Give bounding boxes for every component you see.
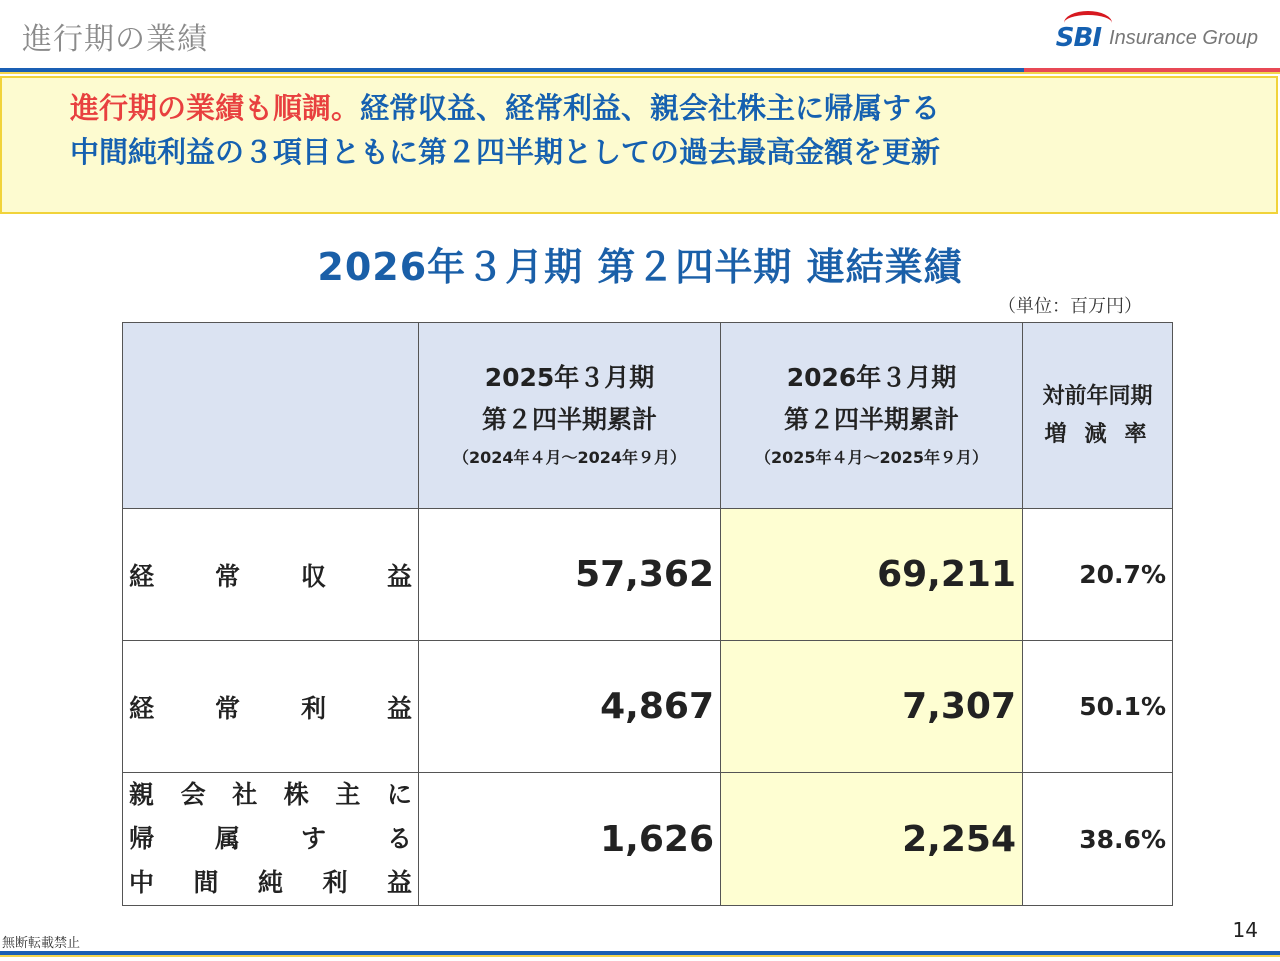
curr-value: 7,307 <box>721 641 1023 773</box>
page-number: 14 <box>1232 918 1258 942</box>
label-char: 常 <box>214 561 240 591</box>
row-label-line-2 <box>129 817 412 861</box>
label-char: 主 <box>335 780 361 809</box>
top-divider-accent <box>0 72 1280 74</box>
label-char: 益 <box>386 868 412 897</box>
label-char: 益 <box>386 561 412 591</box>
row-label-ordinary-income <box>123 509 419 641</box>
header-curr-line2: 第２四半期累計 <box>783 404 959 434</box>
label-char: 利 <box>322 868 348 897</box>
label-char: 収 <box>300 561 326 591</box>
label-char: 純 <box>257 868 283 897</box>
curr-value: 2,254 <box>721 773 1023 906</box>
label-char: 常 <box>214 693 240 723</box>
header-curr-sub: （2025年４月～2025年９月） <box>754 447 989 467</box>
prev-value: 57,362 <box>419 509 721 641</box>
label-char: 益 <box>386 693 412 723</box>
label-char: に <box>386 780 412 809</box>
label-char: 属 <box>214 824 240 853</box>
label-char: す <box>300 824 326 853</box>
header-curr-line1: 2026年３月期 <box>786 362 957 392</box>
prev-value: 4,867 <box>419 641 721 773</box>
growth-rate: 50.1% <box>1023 641 1173 773</box>
row-label-text <box>129 557 412 593</box>
row-label-line-1 <box>129 773 412 817</box>
company-logo <box>1056 18 1258 58</box>
headline-red-text: 進行期の業績も順調。 <box>70 91 361 125</box>
header-curr-period <box>721 323 1023 509</box>
table-row <box>123 509 1173 641</box>
label-char: 株 <box>283 780 309 809</box>
row-label-line-3 <box>129 861 412 905</box>
header-rate <box>1023 323 1173 509</box>
headline <box>70 86 1230 174</box>
label-char: 間 <box>193 868 219 897</box>
label-char: る <box>386 824 412 853</box>
label-char: 中 <box>129 868 155 897</box>
table-row <box>123 773 1173 906</box>
header-empty-cell <box>123 323 419 509</box>
label-char: 社 <box>232 780 258 809</box>
label-char: 親 <box>129 780 155 809</box>
results-table <box>122 322 1173 906</box>
table-title: 2026年３月期 第２四半期 連結業績 <box>317 245 963 289</box>
growth-rate: 38.6% <box>1023 773 1173 906</box>
row-label-net-income <box>123 773 419 906</box>
header-rate-line1: 対前年同期 <box>1042 383 1153 409</box>
row-label-text <box>129 689 412 725</box>
logo-mark: SBI <box>1055 23 1102 53</box>
copyright-note: 無断転載禁止 <box>2 936 81 951</box>
header-prev-line1: 2025年３月期 <box>484 362 655 392</box>
table-row <box>123 641 1173 773</box>
label-char: 帰 <box>129 824 155 853</box>
prev-value: 1,626 <box>419 773 721 906</box>
bottom-divider-accent <box>0 955 1280 957</box>
headline-line-2: 中間純利益の３項目ともに第２四半期としての過去最高金額を更新 <box>70 135 941 169</box>
table-header-row <box>123 323 1173 509</box>
headline-line-1 <box>70 86 1230 130</box>
growth-rate: 20.7% <box>1023 509 1173 641</box>
label-char: 利 <box>300 693 326 723</box>
logo-text: Insurance Group <box>1109 26 1258 49</box>
header-prev-sub: （2024年４月～2024年９月） <box>452 447 687 467</box>
label-char: 経 <box>129 693 155 723</box>
unit-label: （単位：百万円） <box>998 296 1142 317</box>
headline-blue-text: 経常収益、経常利益、親会社株主に帰属する <box>360 91 941 125</box>
page-title: 進行期の業績 <box>22 22 208 57</box>
header-prev-line2: 第２四半期累計 <box>481 404 657 434</box>
label-char: 会 <box>180 780 206 809</box>
label-char: 経 <box>129 561 155 591</box>
header-rate-line2: 増減率 <box>1044 421 1165 447</box>
row-label-ordinary-profit <box>123 641 419 773</box>
header-prev-period <box>419 323 721 509</box>
curr-value: 69,211 <box>721 509 1023 641</box>
